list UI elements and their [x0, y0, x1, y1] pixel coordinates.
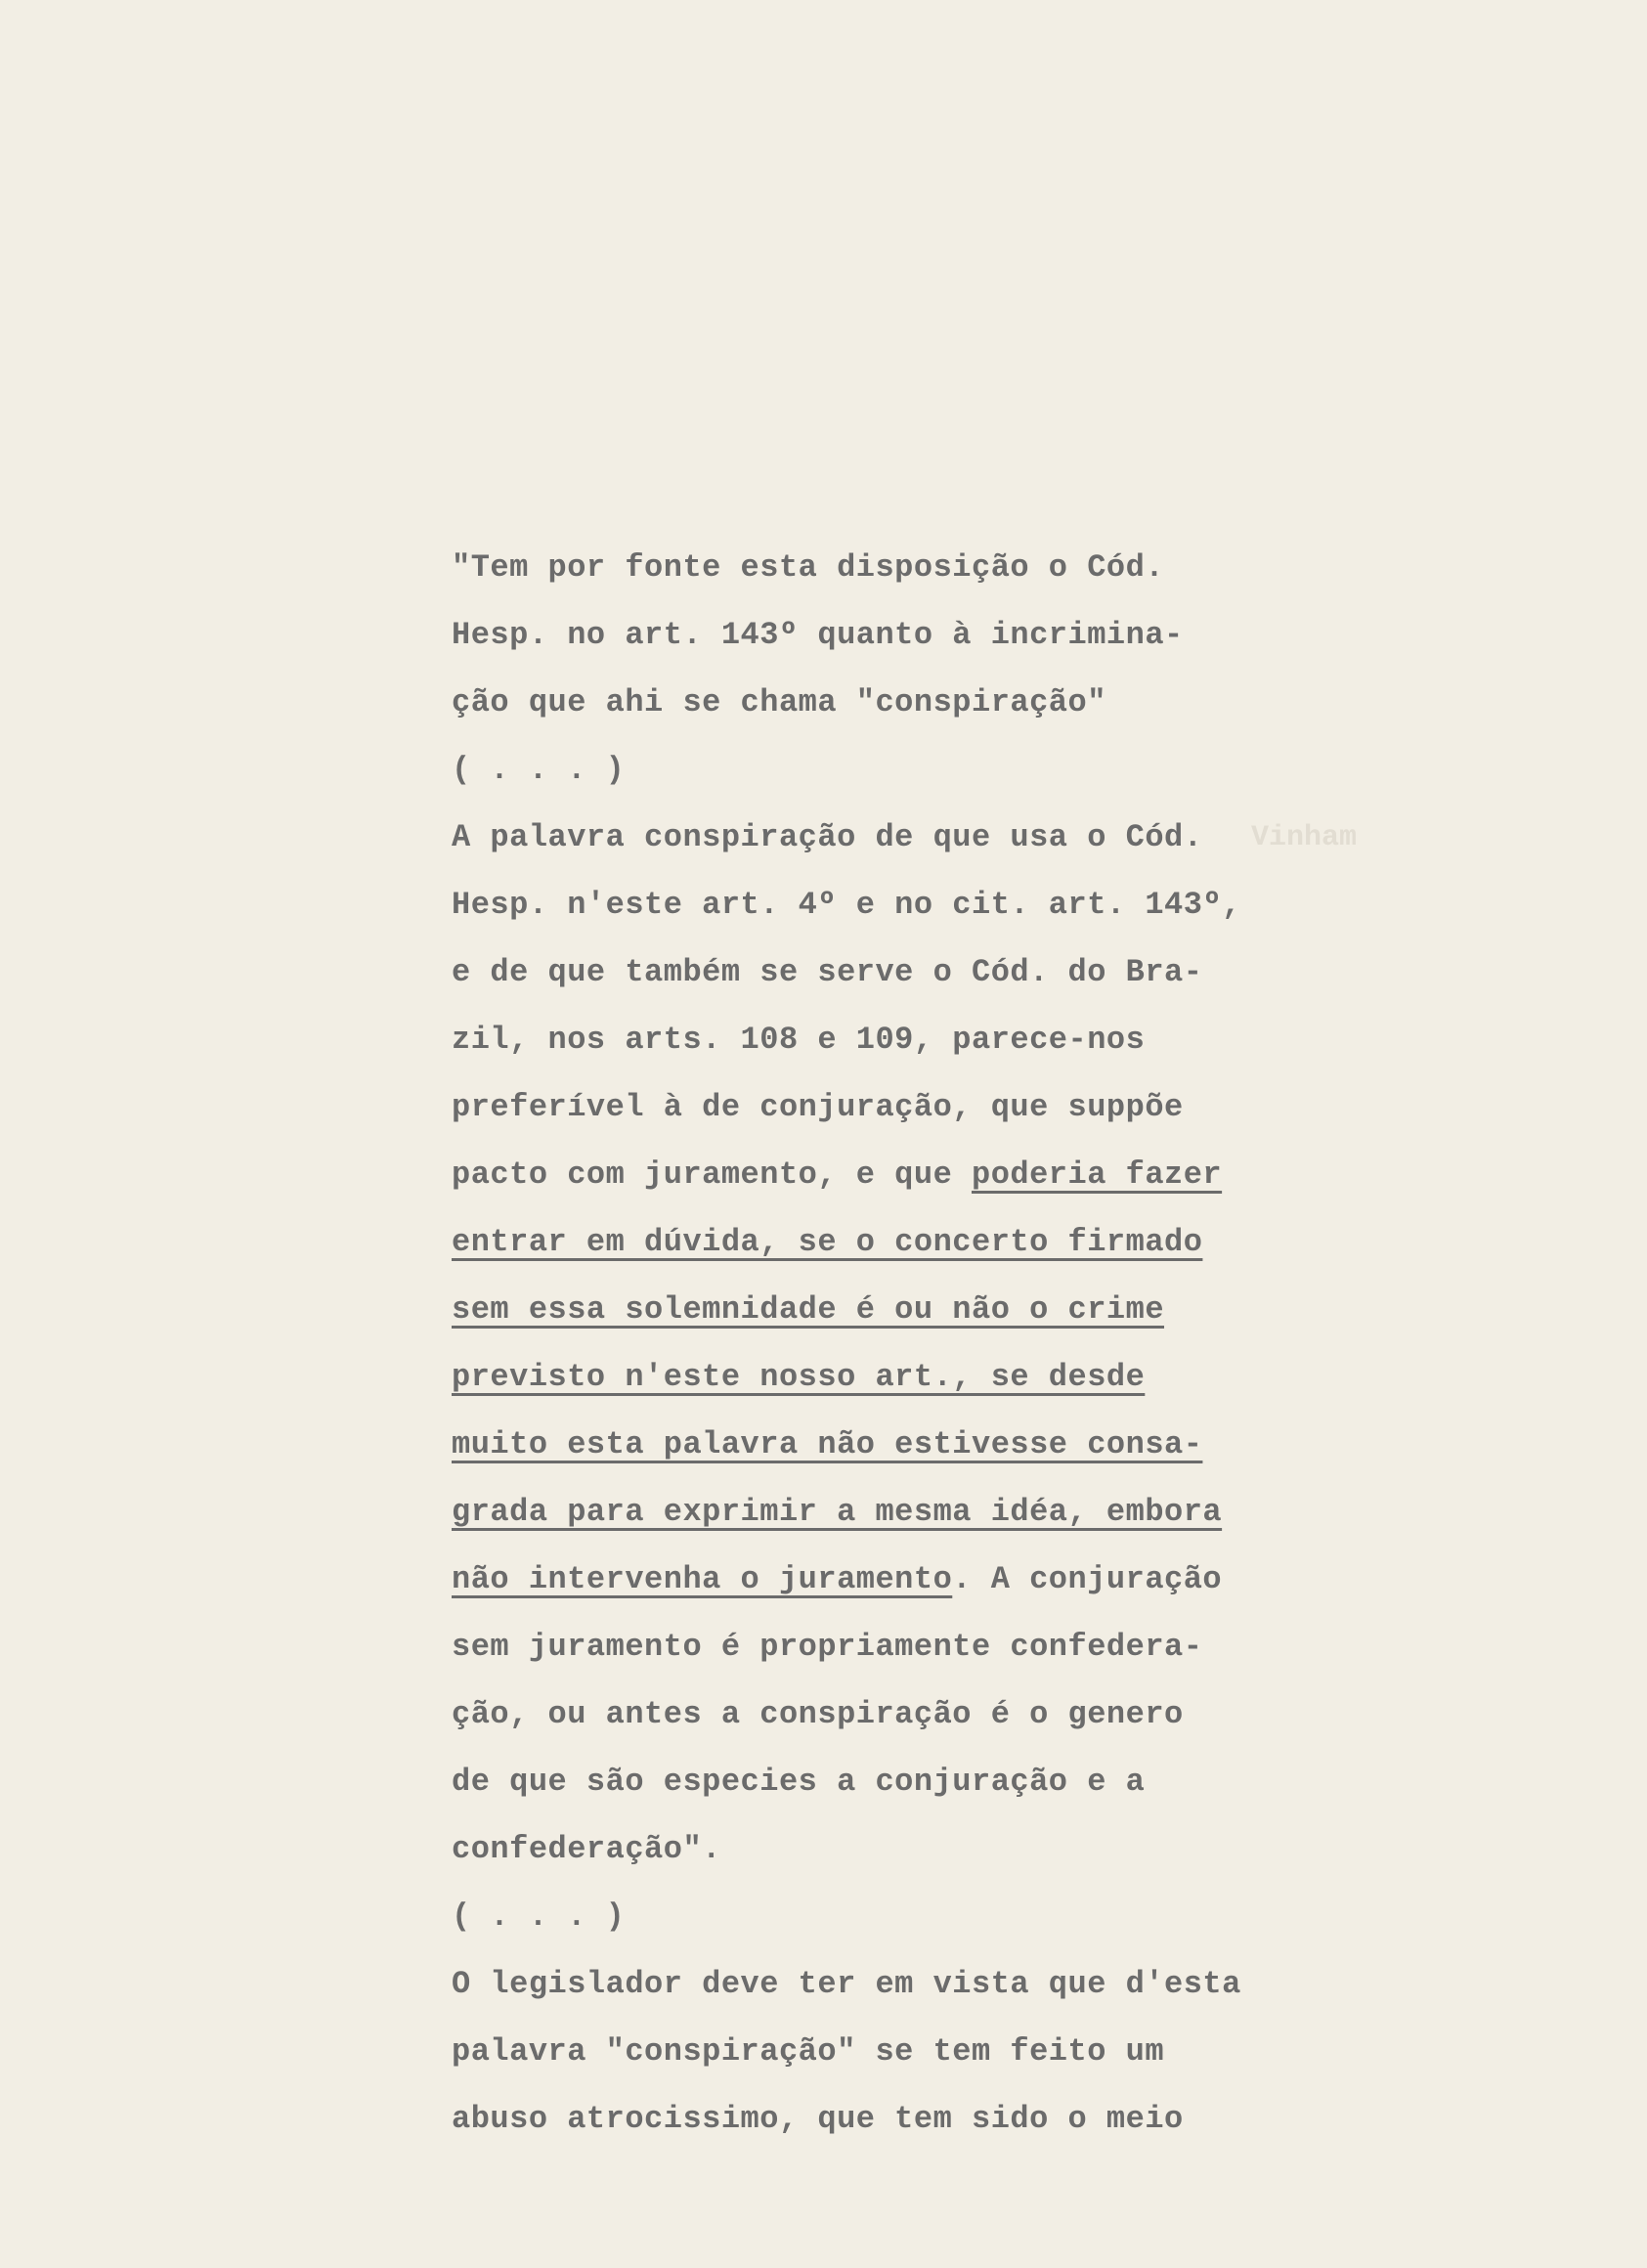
- text-line-2: Hesp. no art. 143º quanto à incrimina-: [452, 617, 1184, 653]
- text-line-12: [452, 1276, 1429, 1343]
- underlined-passage: previsto n'este nosso art., se desde: [452, 1359, 1146, 1395]
- text-line-17: sem juramento é propriamente confedera-: [452, 1629, 1203, 1665]
- text-line-22: O legislador deve ter em vista que d'esta: [452, 1966, 1241, 2002]
- bleed-through-text: Vinham: [1251, 821, 1358, 854]
- text-line-13: [452, 1343, 1429, 1411]
- text-line-10: [452, 1141, 1429, 1208]
- underlined-passage: não intervenha o juramento: [452, 1561, 953, 1597]
- text-line-10-plain: pacto com juramento, e que: [452, 1156, 972, 1193]
- text-line-7: e de que também se serve o Cód. do Bra-: [452, 954, 1203, 990]
- text-line-14: [452, 1411, 1429, 1478]
- text-line-1: "Tem por fonte esta disposição o Cód.: [452, 549, 1165, 586]
- underlined-passage: entrar em dúvida, se o concerto firmado: [452, 1224, 1203, 1260]
- text-line-16: [452, 1546, 1429, 1613]
- underlined-passage: muito esta palavra não estivesse consa-: [452, 1426, 1203, 1462]
- typewritten-text: [452, 534, 1429, 2153]
- text-line-21: ( . . . ): [452, 1898, 626, 1935]
- text-line-20: confederação".: [452, 1831, 721, 1867]
- text-line-5: A palavra conspiração de que usa o Cód.: [452, 819, 1203, 855]
- text-line-24: abuso atrocissimo, que tem sido o meio: [452, 2101, 1184, 2137]
- text-line-4: ( . . . ): [452, 752, 626, 788]
- text-line-8: zil, nos arts. 108 e 109, parece-nos: [452, 1022, 1146, 1058]
- text-line-9: preferível à de conjuração, que suppõe: [452, 1089, 1184, 1125]
- text-line-19: de que são especies a conjuração e a: [452, 1764, 1146, 1800]
- text-line-18: ção, ou antes a conspiração é o genero: [452, 1696, 1184, 1732]
- underlined-passage: sem essa solemnidade é ou não o crime: [452, 1291, 1165, 1328]
- text-line-3: ção que ahi se chama "conspiração": [452, 684, 1106, 720]
- text-line-6: Hesp. n'este art. 4º e no cit. art. 143º,: [452, 887, 1241, 923]
- text-line-15: [452, 1478, 1429, 1546]
- text-line-16-plain: . A conjuração: [952, 1561, 1223, 1597]
- text-line-11: [452, 1208, 1429, 1276]
- underlined-passage: poderia fazer: [971, 1156, 1223, 1193]
- underlined-passage: grada para exprimir a mesma idéa, embora: [452, 1494, 1223, 1530]
- text-line-23: palavra "conspiração" se tem feito um: [452, 2033, 1165, 2070]
